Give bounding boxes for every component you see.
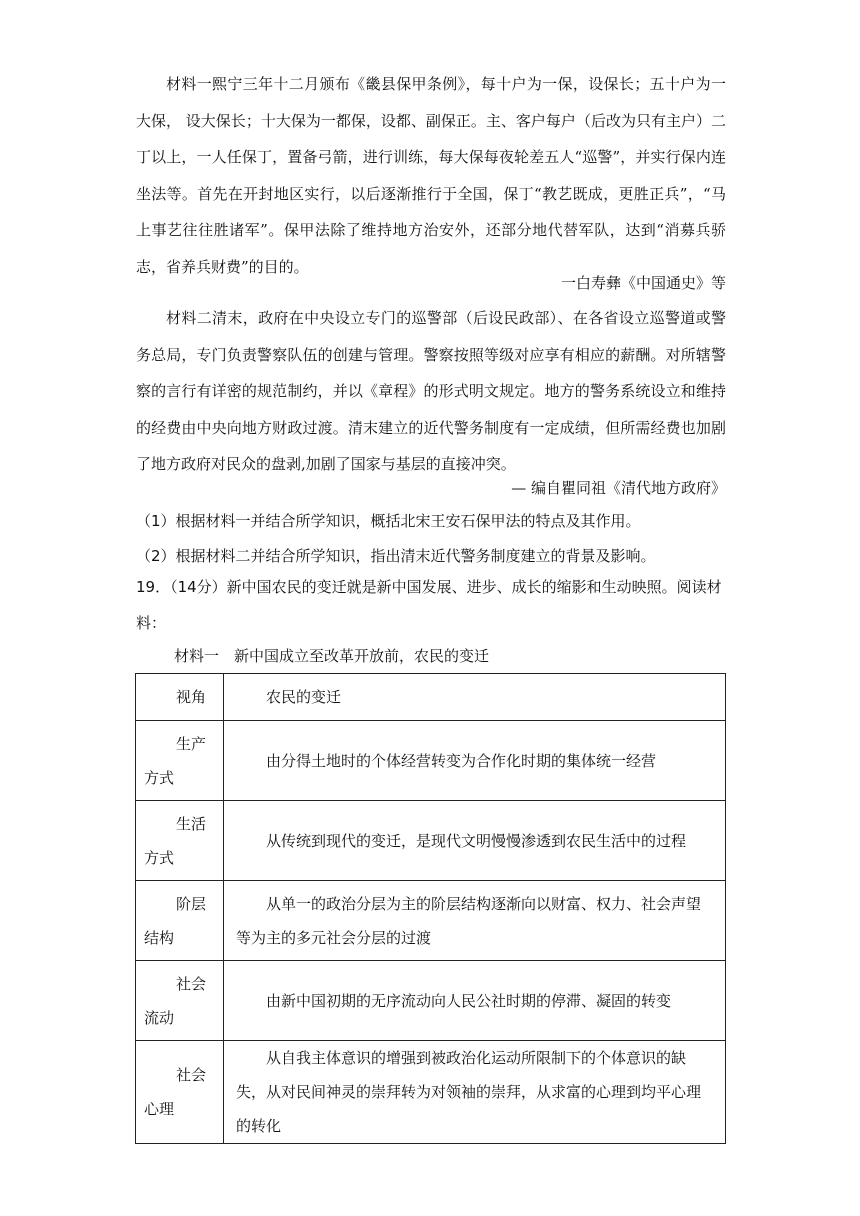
table-caption: 材料一 新中国成立至改革开放前，农民的变迁 bbox=[174, 647, 490, 665]
material-two-text: 材料二清末，政府在中央设立专门的巡警部（后设民政部）、在各省设立巡警道或警务总局，专门负责警察队伍的创建与管理。警察按照等级对应享有相应的薪酬。对所辖警察的言行有详密的规范制约，并以《章程》的形式明文规定。地方的警务系统设立和维持的经费由中央向地方财政过渡。清末建立的近代警务制度有一定成绩，但所需经费也加剧了地方政府对民众的盘剥,加剧了国家与基层的直接冲突。 bbox=[136, 309, 726, 473]
row-key-line1: 社会 bbox=[176, 974, 207, 993]
material-two-source: — 编自瞿同祖《清代地方政府》 bbox=[511, 479, 726, 497]
question-2: （2）根据材料二并结合所学知识，指出清末近代警务制度建立的背景及影响。 bbox=[136, 547, 656, 565]
header-change: 农民的变迁 bbox=[224, 674, 726, 721]
table-row bbox=[136, 961, 726, 1041]
row-value: 从单一的政治分层为主的阶层结构逐渐向以财富、权力、社会声望等为主的多元社会分层的过渡 bbox=[224, 881, 726, 961]
row-key-line2: 方式 bbox=[144, 768, 175, 787]
material-one-text: 材料一熙宁三年十二月颁布《畿县保甲条例》，每十户为一保，设保长；五十户为一大保， 设大保长；十大保为一都保，设都、副保正。主、客户每户（后改为只有主户）二丁以上，一人任保丁，置备弓箭，进行训练，每大保每夜轮差五人“巡警”，并实行保内连坐法等。首先在开封地区实行，以后逐渐推行于全国，保丁“教艺既成，更胜正兵”，“马上事艺往往胜诸军”。保甲法除了维持地方治安外，还部分地代替军队，达到“消募兵骄志，省养兵财费”的目的。 bbox=[136, 75, 726, 276]
header-aspect: 视角 bbox=[176, 688, 207, 706]
row-value: 由分得土地时的个体经营转变为合作化时期的集体统一经营 bbox=[224, 721, 726, 801]
farmer-change-table bbox=[135, 673, 726, 1144]
row-key-line1: 生活 bbox=[176, 814, 207, 833]
row-key-cell bbox=[136, 1041, 224, 1144]
row-key-line1: 生产 bbox=[176, 734, 207, 753]
row-key-cell bbox=[136, 881, 224, 961]
row-value: 从自我主体意识的增强到被政治化运动所限制下的个体意识的缺失，从对民间神灵的崇拜转为对领袖的崇拜，从求富的心理到均平心理的转化 bbox=[224, 1041, 726, 1144]
table-row bbox=[136, 1041, 726, 1144]
table-row bbox=[136, 881, 726, 961]
row-key-line2: 结构 bbox=[144, 928, 175, 947]
row-value: 由新中国初期的无序流动向人民公社时期的停滞、凝固的转变 bbox=[224, 961, 726, 1041]
row-key-line2: 流动 bbox=[144, 1008, 175, 1027]
row-value: 从传统到现代的变迁，是现代文明慢慢渗透到农民生活中的过程 bbox=[224, 801, 726, 881]
table-row bbox=[136, 801, 726, 881]
row-key-line2: 方式 bbox=[144, 848, 175, 867]
row-key-cell bbox=[136, 961, 224, 1041]
header-aspect-cell bbox=[136, 674, 224, 721]
question-1: （1）根据材料一并结合所学知识，概括北宋王安石保甲法的特点及其作用。 bbox=[136, 512, 641, 530]
row-key-line1: 社会 bbox=[176, 1066, 207, 1084]
row-key-line2: 心理 bbox=[144, 1100, 175, 1118]
row-key-cell bbox=[136, 721, 224, 801]
row-key-cell bbox=[136, 801, 224, 881]
question-19-intro: 19．（14分）新中国农民的变迁就是新中国发展、进步、成长的缩影和生动映照。阅读材料： bbox=[136, 578, 722, 632]
material-one-source: 一白寿彝《中国通史》等 bbox=[560, 274, 726, 292]
table-row bbox=[136, 721, 726, 801]
table-header-row bbox=[136, 674, 726, 721]
row-key-line1: 阶层 bbox=[176, 894, 207, 913]
